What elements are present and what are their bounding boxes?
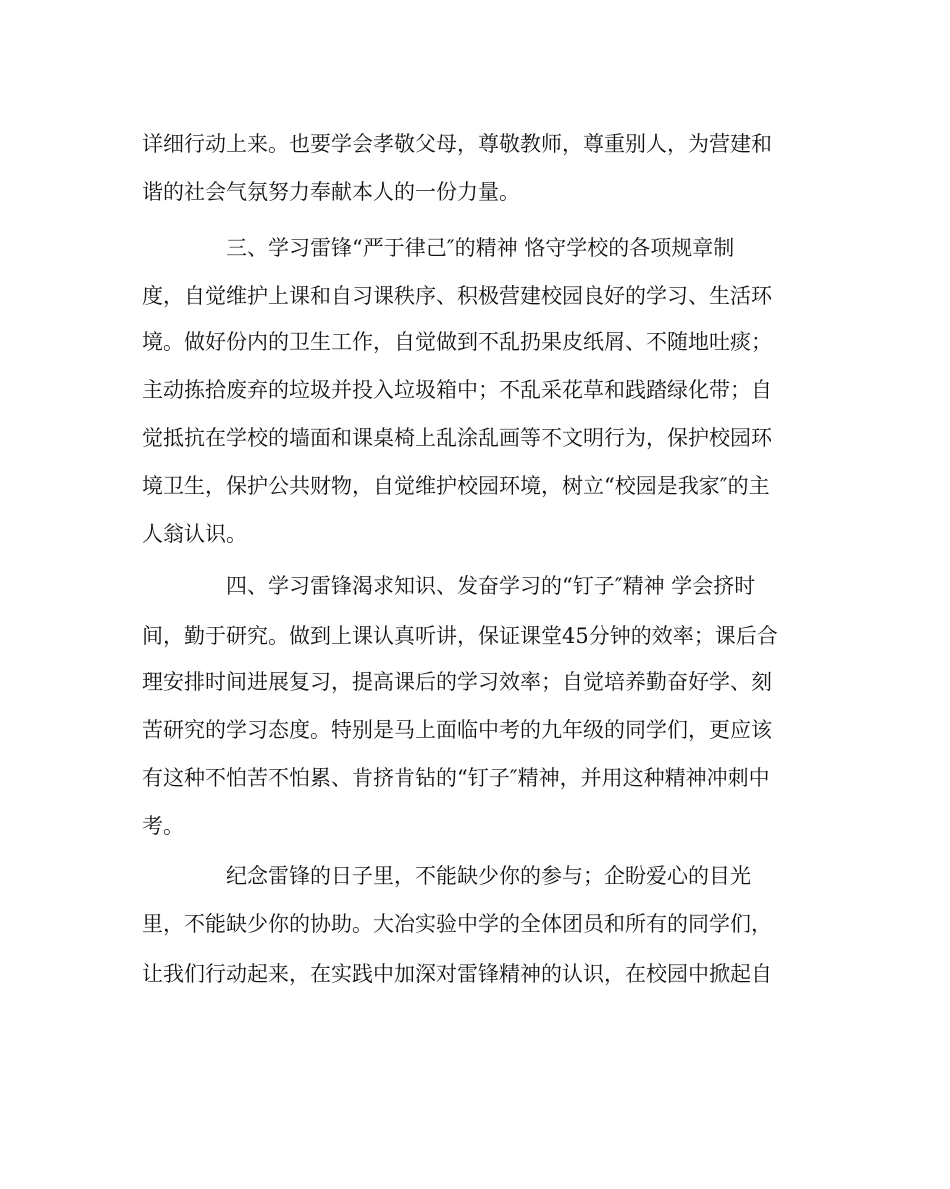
closing-paragraph-start: 纪念雷锋的日子里，不能缺少你的参与；企盼爱心的目光 (226, 864, 751, 888)
text-line: 理安排时间进展复习，提高课后的学习效率；自觉培养勤奋好学、刻 (142, 670, 772, 694)
text-line: 详细行动上来。也要学会孝敬父母，尊敬教师，尊重别人，为营建和 (142, 132, 772, 156)
text-line: 谐的社会气氛努力奉献本人的一份力量。 (142, 180, 520, 204)
text-line: 觉抵抗在学校的墙面和课桌椅上乱涂乱画等不文明行为，保护校园环 (142, 426, 772, 450)
paragraph-heading-four: 四、学习雷锋渴求知识、发奋学习的“钉子″精神 学会挤时 (226, 574, 756, 598)
text-line: 苦研究的学习态度。特别是马上面临中考的九年级的同学们，更应该 (142, 718, 772, 742)
text-line: 人翁认识。 (142, 522, 247, 546)
text-line: 间，勤于研究。做到上课认真听讲，保证课堂45分钟的效率；课后合 (142, 624, 778, 648)
text-line: 让我们行动起来，在实践中加深对雷锋精神的认识，在校园中掀起自 (142, 962, 772, 986)
paragraph-heading-three: 三、学习雷锋“严于律己″的精神 恪守学校的各项规章制 (226, 236, 735, 260)
text-line: 度，自觉维护上课和自习课秩序、积极营建校园良好的学习、生活环 (142, 284, 772, 308)
text-line: 有这种不怕苦不怕累、肯挤肯钻的“钉子″精神，并用这种精神冲刺中 (142, 766, 770, 790)
text-line: 境卫生，保护公共财物，自觉维护校园环境，树立“校园是我家″的主 (142, 474, 770, 498)
text-line: 考。 (142, 814, 184, 838)
text-line: 里，不能缺少你的协助。大冶实验中学的全体团员和所有的同学们， (142, 912, 772, 936)
text-line: 主动拣拾废弃的垃圾并投入垃圾箱中；不乱采花草和践踏绿化带；自 (142, 378, 772, 402)
text-line: 境。做好份内的卫生工作，自觉做到不乱扔果皮纸屑、不随地吐痰； (142, 330, 772, 354)
